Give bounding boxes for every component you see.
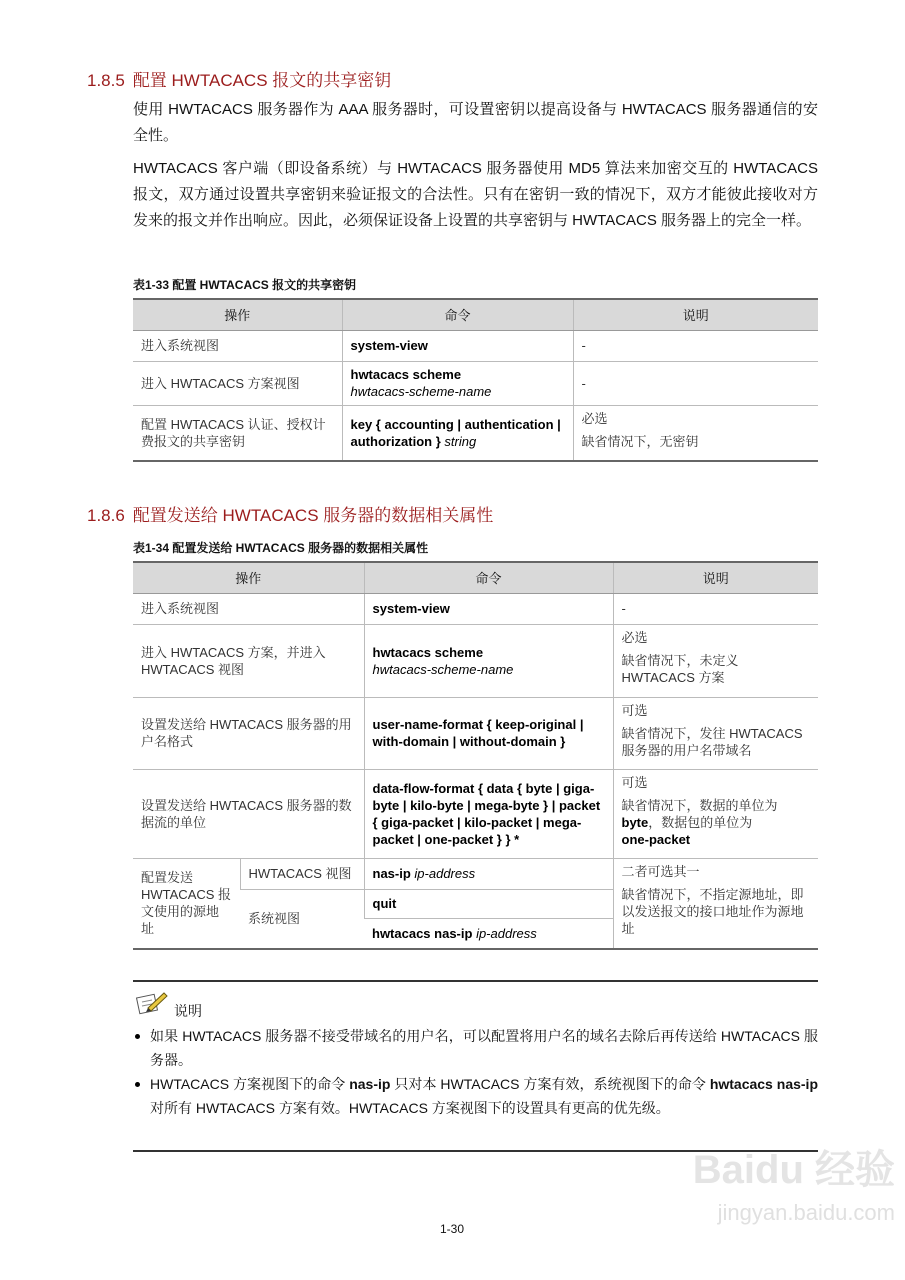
section-heading-1-8-5: 1.8.5 配置 HWTACACS 报文的共享密钥: [87, 71, 392, 90]
baidu-watermark: [693, 1140, 895, 1226]
note-title: 说明: [174, 1003, 202, 1019]
header-command: 命令: [342, 299, 573, 330]
section-heading-1-8-6: 1.8.6 配置发送给 HWTACACS 服务器的数据相关属性: [87, 506, 494, 525]
table-1-33: [133, 298, 818, 462]
table-row: 进入 HWTACACS 方案视图 hwtacacs scheme hwtacacs-scheme-name -: [133, 361, 818, 405]
header-description: 说明: [573, 299, 818, 330]
table-1-34: [133, 561, 818, 950]
table-row: 设置发送给 HWTACACS 服务器的数据流的单位 data-flow-format { data { byte | giga-byte | kilo-byte | mega-byte } | packet { giga-packet | kilo-packet | mega-packet | one-packet } } * 可选 缺省情况下，数据的单位为byte，数据包的单位为 one-packet: [133, 769, 818, 858]
header-operation: 操作: [133, 299, 342, 330]
table-row: 配置发送 HWTACACS 报文使用的源地址 HWTACACS 视图 nas-ip ip-address 二者可选其一 缺省情况下，不指定源地址，即以发送报文的接口地址作为源地址: [133, 858, 818, 889]
table-row: 系统视图 quit: [133, 889, 818, 918]
table-row: 进入系统视图 system-view -: [133, 330, 818, 361]
table-row: 进入系统视图 system-view -: [133, 593, 818, 624]
table-row: 设置发送给 HWTACACS 服务器的用户名格式 user-name-format { keep-original | with-domain | without-domain } 可选 缺省情况下，发往 HWTACACS 服务器的用户名带域名: [133, 697, 818, 769]
table-row: hwtacacs nas-ip ip-address: [133, 918, 818, 949]
note-top-rule: [133, 980, 818, 982]
list-item: HWTACACS 方案视图下的命令 nas-ip 只对本 HWTACACS 方案有效，系统视图下的命令 hwtacacs nas-ip 对所有 HWTACACS 方案有效。HWTACACS 方案视图下的设置具有更高的优先级。: [133, 1072, 818, 1120]
watermark-url: jingyan.baidu.com: [717, 1200, 895, 1225]
paragraph-1: 使用 HWTACACS 服务器作为 AAA 服务器时，可设置密钥以提高设备与 HWTACACS 服务器通信的安全性。: [133, 101, 818, 144]
watermark-logo: Baidu 经验: [692, 1148, 895, 1192]
paragraph-2: HWTACACS 客户端（即设备系统）与 HWTACACS 服务器使用 MD5 算法来加密交互的 HWTACACS 报文，双方通过设置共享密钥来验证报文的合法性。只有在密钥一致的情况下，双方才能彼此接收对方发来的报文并作出响应。因此，必须保证设备上设置的共享密钥与 HWTACACS 服务器上的完全一样。: [133, 160, 818, 229]
note-list: [133, 1024, 818, 1120]
table-caption-1-34: 表1-34 配置发送给 HWTACACS 服务器的数据相关属性: [133, 541, 429, 555]
header-command: 命令: [364, 562, 613, 593]
table-row: 进入 HWTACACS 方案，并进入 HWTACACS 视图 hwtacacs scheme hwtacacs-scheme-name 必选 缺省情况下，未定义 HWTACACS 方案: [133, 624, 818, 697]
table-caption-1-33: 表1-33 配置 HWTACACS 报文的共享密钥: [133, 278, 357, 292]
note-pencil-icon: [136, 990, 170, 1021]
header-description: 说明: [613, 562, 818, 593]
list-item: 如果 HWTACACS 服务器不接受带域名的用户名，可以配置将用户名的域名去除后再传送给 HWTACACS 服务器。: [133, 1024, 818, 1072]
header-operation: 操作: [133, 562, 364, 593]
table-row: 配置 HWTACACS 认证、授权计费报文的共享密钥 key { accounting | authentication | authorization } string 必选 缺省情况下，无密钥: [133, 405, 818, 461]
page-number: 1-30: [440, 1222, 465, 1236]
